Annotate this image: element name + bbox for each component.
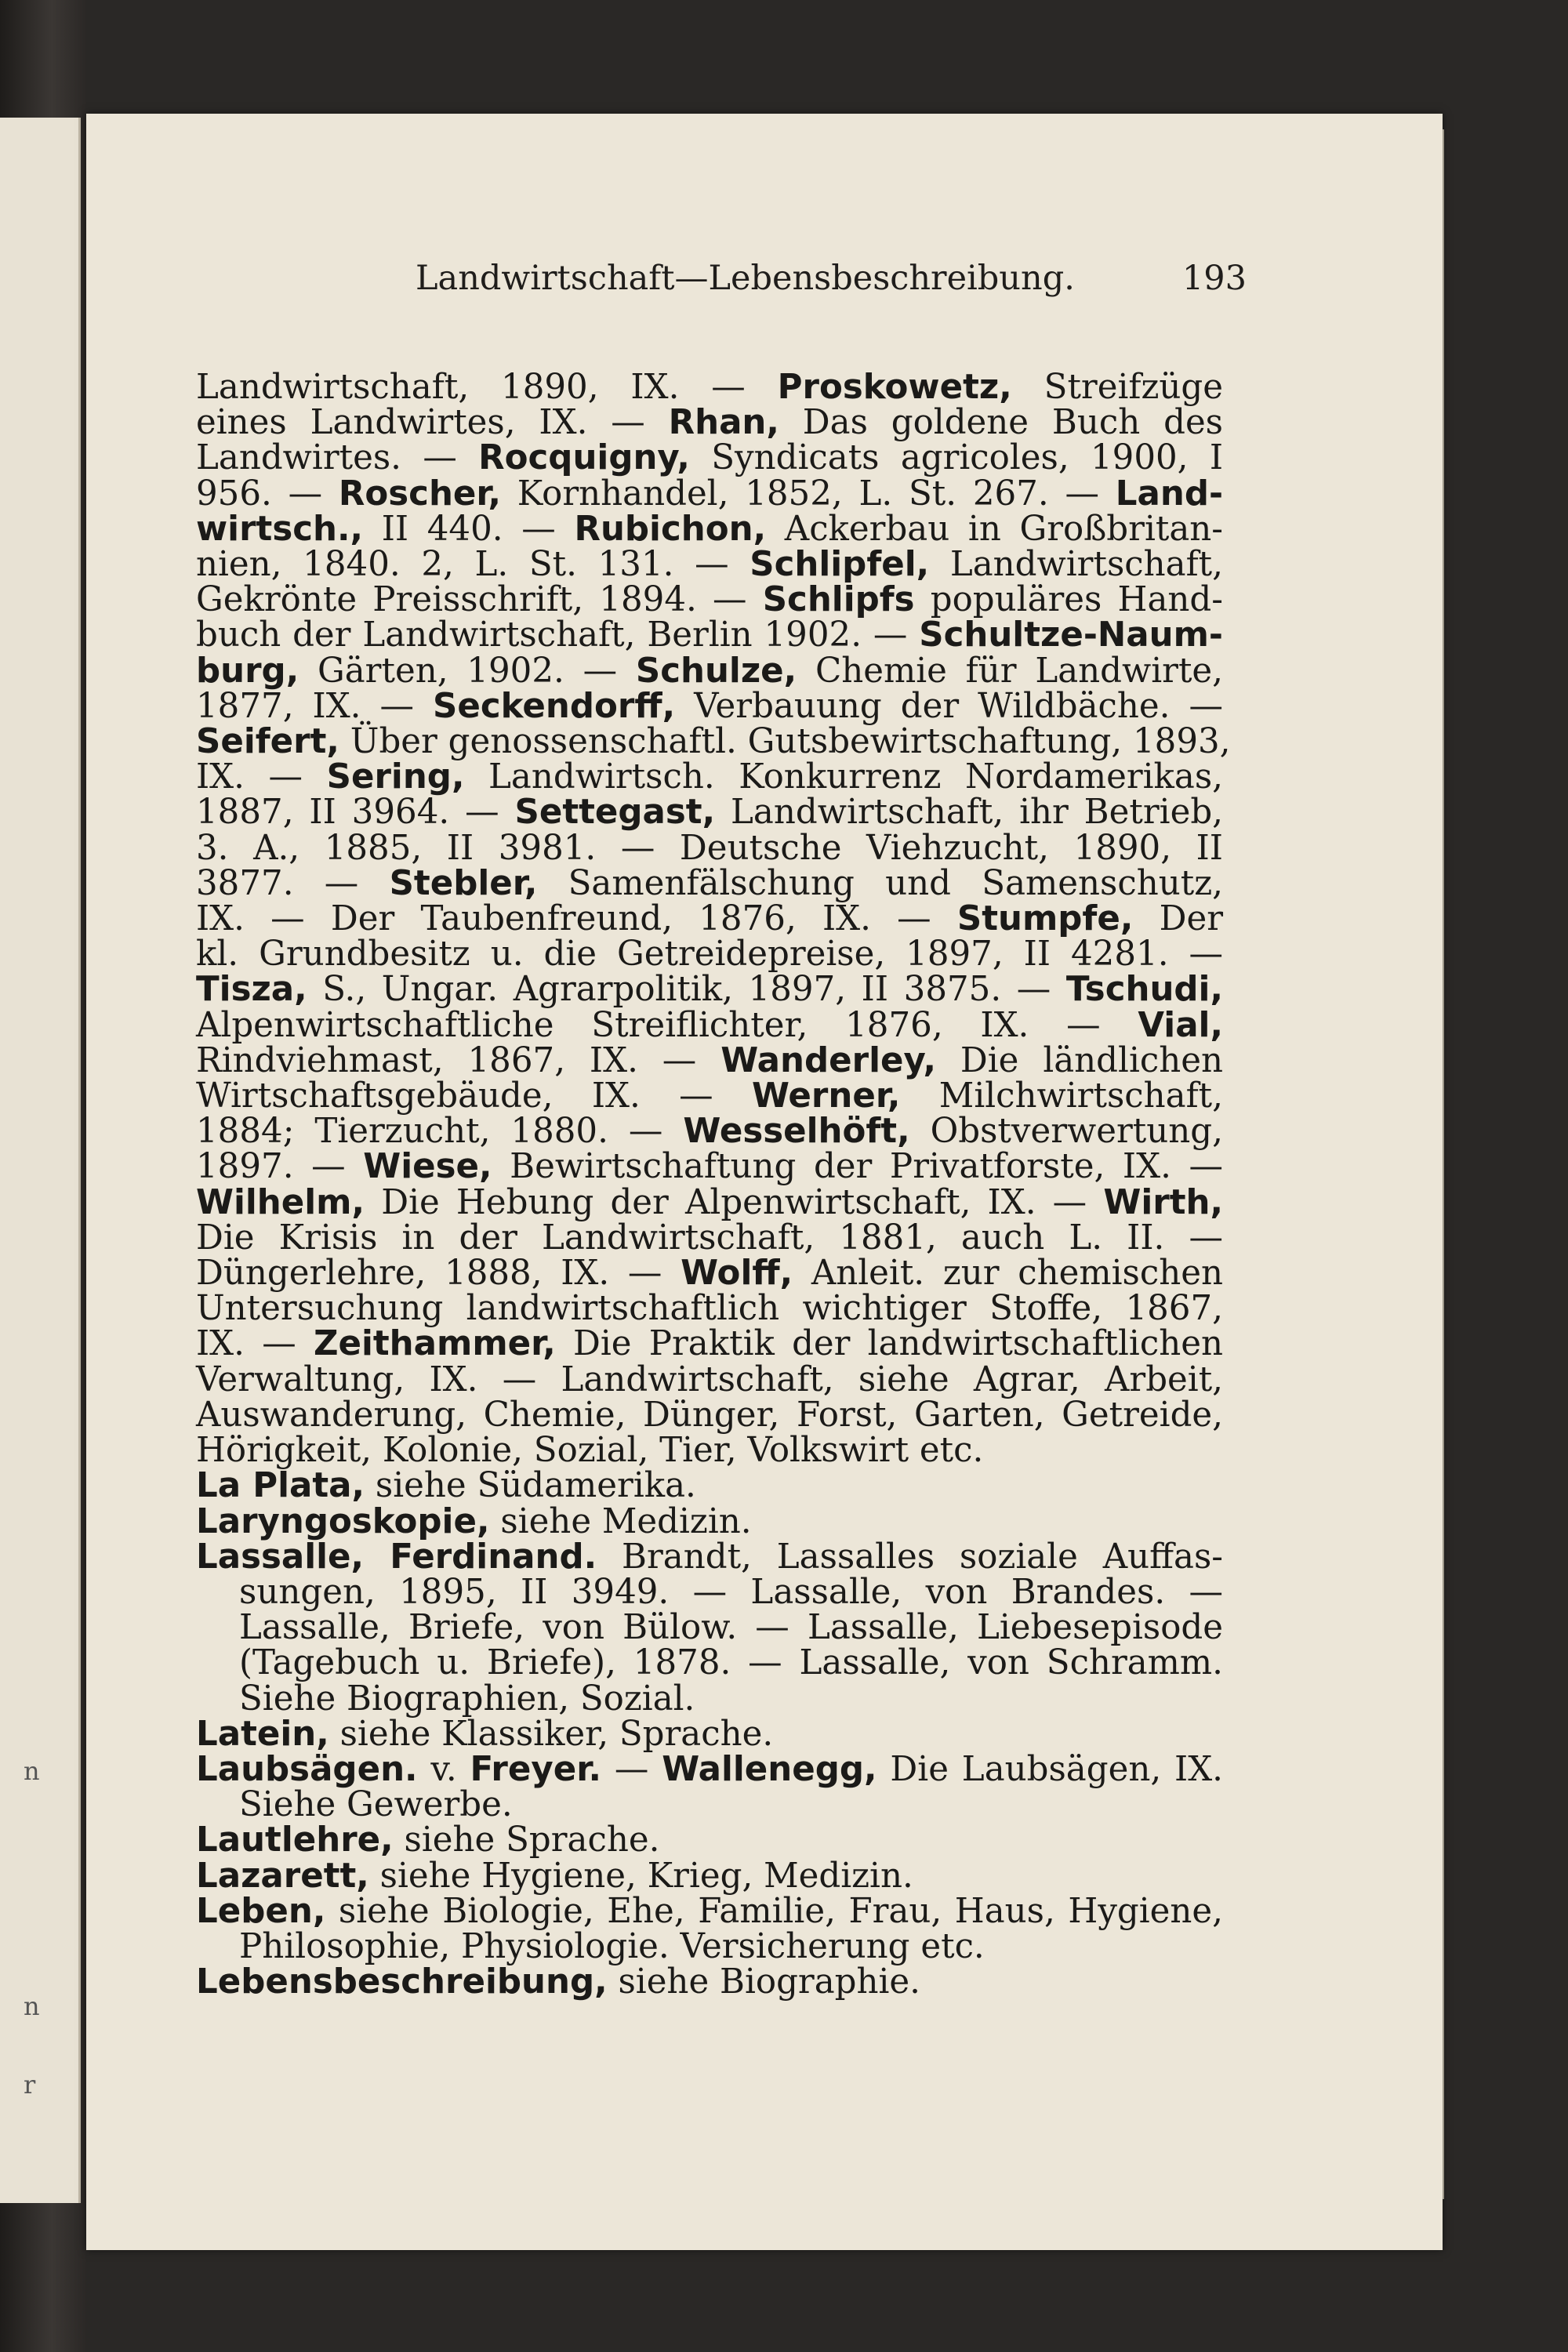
bold-term: burg, — [196, 651, 299, 691]
index-text-block — [196, 368, 1231, 2002]
text-line — [196, 547, 1223, 583]
text-run: 956. — — [196, 474, 339, 514]
bold-term: Schultze-Naum- — [919, 615, 1223, 655]
bold-term: Stumpfe, — [956, 899, 1134, 939]
text-line — [196, 1218, 1223, 1258]
text-line — [196, 651, 1224, 691]
text-run: Die Krisis in der Landwirtschaft, 1881, auch L. II. — — [196, 1218, 1223, 1258]
text-line — [196, 863, 1223, 903]
text-run: 3. A., 1885, II 3981. — Deutsche Viehzucht, 1890, II — [196, 828, 1223, 868]
text-line — [196, 1785, 1223, 1825]
text-run: S., Ungar. Agrarpolitik, 1897, II 3875. — — [307, 970, 1066, 1010]
bold-term: Roscher, — [338, 474, 502, 514]
text-run: Syndicats agricoles, 1900, I — [689, 438, 1224, 478]
text-run: II 440. — — [363, 509, 575, 549]
text-run: Die Hebung der Alpenwirtschaft, IX. — — [365, 1182, 1104, 1222]
text-run: Landwirtschaft, — [929, 545, 1223, 585]
text-line — [196, 970, 1223, 1010]
bold-term: Vial, — [1138, 1005, 1223, 1045]
index-entry-line — [196, 1501, 1223, 1541]
text-run: Gekrönte Preisschrift, 1894. — — [196, 580, 763, 620]
text-run: Untersuchung landwirtschaftlich wichtiger Stoffe, 1867, — [196, 1289, 1223, 1329]
index-entry-line — [196, 1891, 1223, 1931]
text-run: Lassalle, Briefe, von Bülow. — Lassalle, Liebesepisode — [239, 1608, 1223, 1648]
text-line — [196, 1431, 1223, 1471]
text-run: populäres Hand- — [914, 580, 1223, 620]
bold-term: Freyer. — [470, 1749, 602, 1789]
text-line — [196, 1926, 1223, 1966]
bold-term: Tisza, — [196, 970, 307, 1010]
bold-term: Proskowetz, — [777, 368, 1012, 407]
text-line — [196, 793, 1223, 833]
text-run: Rindviehmast, 1867, IX. — — [196, 1040, 721, 1080]
text-run: Obstverwertung, — [909, 1112, 1223, 1152]
text-run: IX. — — [196, 757, 327, 797]
text-line — [196, 509, 1223, 549]
text-run: Ackerbau in Großbritan- — [766, 509, 1223, 549]
text-run: Siehe Biographien, Sozial. — [239, 1679, 695, 1719]
text-run: Die ländlichen — [935, 1040, 1223, 1080]
text-run: Siehe Gewerbe. — [239, 1785, 513, 1825]
prev-page-fragment: r — [24, 2070, 36, 2100]
bold-term: Lautlehre, — [196, 1820, 394, 1860]
bold-term: Rhan, — [668, 403, 779, 443]
text-run: siehe Hygiene, Krieg, Medizin. — [368, 1856, 913, 1896]
text-run: Über genossenschaftl. Gutsbewirtschaftung, 1893, — [339, 722, 1231, 762]
text-run: IX. — — [196, 1324, 314, 1364]
text-line — [196, 1395, 1223, 1435]
bold-term: Rubichon, — [574, 509, 767, 549]
text-run: Milchwirtschaft, — [900, 1076, 1223, 1116]
text-run: Düngerlehre, 1888, IX. — — [196, 1254, 681, 1294]
text-run: kl. Grundbesitz u. die Getreidepreise, 1897, II 4281. — — [196, 935, 1223, 975]
bold-term: Stebler, — [389, 863, 538, 903]
bold-term: Wallenegg, — [662, 1749, 877, 1789]
index-entry-line — [196, 1537, 1223, 1577]
prev-page-fragment: n — [24, 1991, 40, 2021]
text-line — [196, 580, 1223, 620]
text-line — [196, 1291, 1223, 1327]
text-run: Gärten, 1902. — — [299, 651, 636, 691]
bold-term: Schlipfs — [762, 580, 915, 620]
text-line — [196, 722, 1231, 762]
text-run: nien, 1840. 2, L. St. 131. — — [196, 545, 750, 585]
running-head-title: Landwirtschaft—Lebensbeschreibung. — [416, 259, 1075, 298]
text-line — [196, 438, 1224, 478]
text-run: Wirtschaftsgebäude, IX. — — [196, 1076, 752, 1116]
index-entry-line — [196, 1820, 1223, 1860]
text-line — [196, 1572, 1223, 1612]
text-line — [196, 370, 1223, 405]
text-line — [196, 615, 1223, 655]
bold-term: Leben, — [196, 1891, 326, 1931]
text-run: v. — [417, 1749, 470, 1789]
bold-term: Tschudi, — [1065, 970, 1223, 1010]
text-run: IX. — Der Taubenfreund, 1876, IX. — — [196, 899, 957, 939]
text-run: Verbauung der Wildbäche. — — [675, 686, 1224, 726]
text-run: 1884; Tierzucht, 1880. — — [196, 1112, 684, 1152]
text-line — [196, 1324, 1223, 1364]
bold-term: Seckendorff, — [433, 686, 676, 726]
index-entry-line — [196, 1856, 1223, 1896]
bold-term: Wirth, — [1103, 1182, 1223, 1222]
text-line — [196, 1610, 1223, 1646]
text-line — [196, 1112, 1223, 1152]
bold-term: Land- — [1115, 474, 1224, 514]
text-run: siehe Medizin. — [489, 1501, 752, 1541]
text-run: — — [601, 1749, 662, 1789]
text-run: Landwirtsch. Konkurrenz Nordamerikas, — [464, 757, 1223, 797]
text-run: siehe Biographie. — [607, 1962, 921, 2002]
bold-term: Zeithammer, — [313, 1324, 556, 1364]
text-run: 1887, II 3964. — — [196, 793, 515, 833]
bold-term: Wilhelm, — [196, 1182, 365, 1222]
bold-term: Wanderley, — [720, 1040, 936, 1080]
text-run: 3877. — — [196, 863, 390, 903]
text-line — [196, 1076, 1223, 1116]
text-run: siehe Südamerika. — [365, 1466, 696, 1506]
previous-page-margin — [0, 118, 81, 2203]
text-run: 1877, IX. — — [196, 686, 434, 726]
text-line — [196, 1182, 1223, 1222]
text-run: Verwaltung, IX. — Landwirtschaft, siehe Agrar, Arbeit, — [196, 1359, 1223, 1399]
text-run: Landwirtschaft, ihr Betrieb, — [715, 793, 1223, 833]
index-entry-line — [196, 1749, 1223, 1789]
text-run: Die Laubsägen, IX. — [877, 1749, 1223, 1789]
text-run: Hörigkeit, Kolonie, Sozial, Tier, Volkswirt etc. — [196, 1431, 984, 1471]
bold-term: Lebensbeschreibung, — [196, 1962, 608, 2002]
bold-term: La Plata, — [196, 1466, 365, 1506]
text-run: Kornhandel, 1852, L. St. 267. — — [501, 474, 1116, 514]
text-run: siehe Sprache. — [393, 1820, 660, 1860]
text-run: siehe Biologie, Ehe, Familie, Frau, Haus, Hygiene, — [325, 1891, 1223, 1931]
text-line — [196, 405, 1223, 441]
text-line — [196, 828, 1223, 868]
page-number: 193 — [1181, 259, 1247, 298]
text-line — [196, 474, 1224, 514]
bold-term: Settegast, — [514, 793, 716, 833]
text-line — [196, 1254, 1223, 1294]
text-run: (Tagebuch u. Briefe), 1878. — Lassalle, von Schramm. — [239, 1643, 1223, 1683]
text-run: Streifzüge — [1011, 368, 1223, 407]
text-line — [196, 1679, 1223, 1719]
bold-term: Wolff, — [681, 1254, 793, 1294]
text-line — [196, 686, 1224, 726]
bold-term: Lassalle, Ferdinand. — [196, 1537, 597, 1577]
text-line — [196, 935, 1223, 975]
text-line — [196, 1643, 1223, 1683]
text-run: Philosophie, Physiologie. Versicherung etc. — [239, 1926, 985, 1966]
text-run: Bewirtschaftung der Privatforste, IX. — — [492, 1147, 1224, 1187]
bold-term: Werner, — [751, 1076, 901, 1116]
text-run: Der — [1133, 899, 1223, 939]
index-entry-line — [196, 1468, 1223, 1504]
index-entry-line — [196, 1962, 1223, 2002]
bold-term: Laryngoskopie, — [196, 1501, 490, 1541]
bold-term: Lazarett, — [196, 1856, 369, 1896]
text-run: Samenfälschung und Samenschutz, — [537, 863, 1223, 903]
bold-term: Schlipfel, — [750, 545, 930, 585]
text-run: Landwirtes. — — [196, 438, 479, 478]
text-run: 1897. — — [196, 1147, 364, 1187]
text-run: eines Landwirtes, IX. — — [196, 403, 669, 443]
bold-term: Latein, — [196, 1714, 329, 1754]
text-line — [196, 757, 1223, 797]
text-run: Landwirtschaft, 1890, IX. — — [196, 368, 778, 407]
text-run: Die Praktik der landwirtschaftlichen — [555, 1324, 1223, 1364]
text-line — [196, 1149, 1223, 1185]
index-entry-line — [196, 1714, 1223, 1754]
bold-term: Wesselhöft, — [683, 1112, 910, 1152]
running-head — [416, 259, 1247, 298]
text-line — [196, 1040, 1223, 1080]
text-run: Chemie für Landwirte, — [797, 651, 1224, 691]
text-line — [196, 1359, 1223, 1399]
bold-term: Seifert, — [196, 722, 339, 762]
text-run: Das goldene Buch des — [779, 403, 1224, 443]
text-line — [196, 1005, 1223, 1045]
bold-term: Rocquigny, — [478, 438, 690, 478]
bold-term: wirtsch., — [196, 509, 364, 549]
text-run: siehe Klassiker, Sprache. — [328, 1714, 774, 1754]
bold-term: Schulze, — [635, 651, 797, 691]
bold-term: Wiese, — [363, 1147, 492, 1187]
text-line — [196, 899, 1223, 939]
bold-term: Sering, — [326, 757, 465, 797]
text-run: Alpenwirtschaftliche Streiflichter, 1876, IX. — — [196, 1005, 1138, 1045]
text-run: buch der Landwirtschaft, Berlin 1902. — — [196, 615, 920, 655]
text-run: Anleit. zur chemischen — [793, 1254, 1223, 1294]
bold-term: Laubsägen. — [196, 1749, 418, 1789]
text-run: Brandt, Lassalles soziale Auffas- — [597, 1537, 1223, 1577]
text-run: sungen, 1895, II 3949. — Lassalle, von Brandes. — — [239, 1572, 1223, 1612]
prev-page-fragment: n — [24, 1756, 40, 1786]
text-run: Auswanderung, Chemie, Dünger, Forst, Garten, Getreide, — [196, 1395, 1223, 1435]
